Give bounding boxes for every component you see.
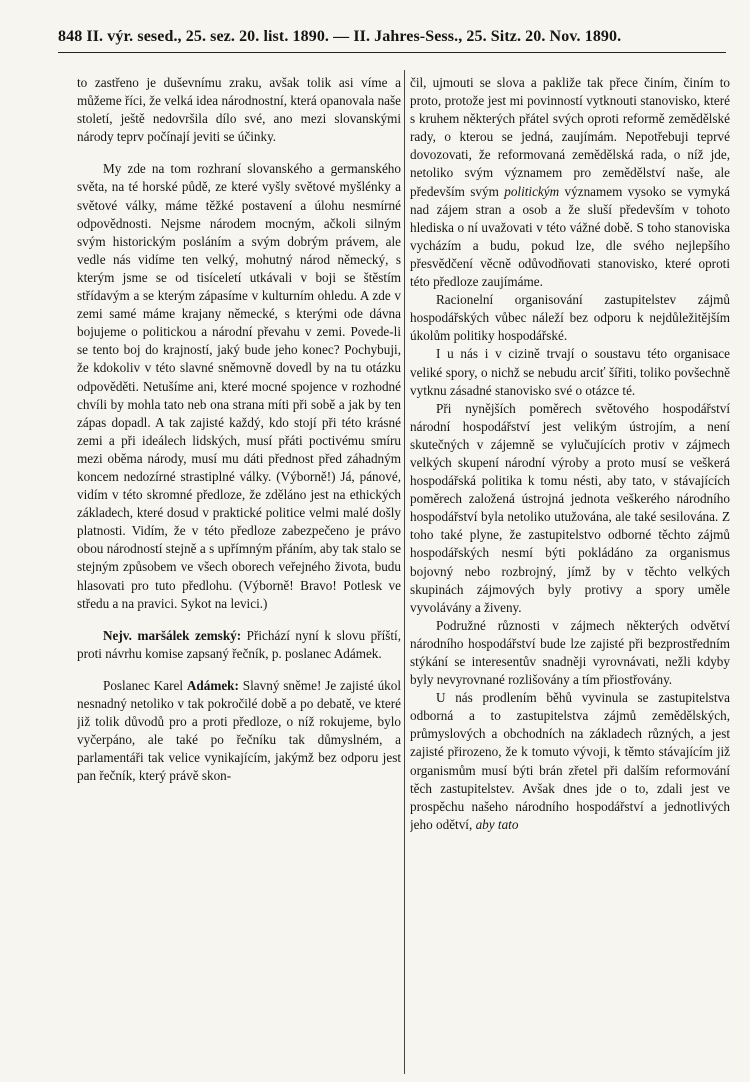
emphasis: politickým [504, 183, 560, 199]
right-column [410, 74, 730, 1076]
paragraph: My zde na tom rozhraní slovanského a germanského světa, na té horské půdě, ze které vyšly světové myšlénky a světové války, máme těžké postavení a úlohu nesmírné odpovědnosti. Nejsme národem mocným, ačkoli silným svým historickým posláním a svým dobrým právem, ale vedle nás vidíme ten velký, mohutný národ německý, s kterým jsme se od tisíceletí utkávali v boji se štěstím střídavým a se kterým zápasíme v kulturním ohledu. A zde v zemi samé máme krajany německé, s kterými ode dávna bojujeme o politickou a národní převahu v zemi. Povede-li se tento boj do krajností, jaký bude jeho konec? Pochybuji, že kdokoliv v této slavné sněmovně dovedl by na tu otázku odpověděti. Netušíme ani, které mocné spojence v rozhodné chvíli by mohla tato neb ona strana míti při sobě a jak by ten zápas dopadl. A tak zajisté každý, kdo stojí při této krásné zemi a při ideálech lidských, musí přáti poctivému smíru mezi oběma národy, musí mu dáti přednost před záhadným koncem nedozírné strastiplné války. (Výborně!) Já, pánové, vidím v této skromné předloze, že zděláno jest na ethických základech, které dosud v praktické politice velmi malé došly platnosti. Vidím, že v této předloze zabezpečeno je právo obou národností stejně a s upřímným přáním, aby tak stalo se stejným způsobem ve všech oborech veřejného života, budu hlasovati pro tuto předlohu. (Výborně! Bravo! Potlesk ve středu a na pravici. Sykot na levici.) [77, 161, 401, 611]
emphasis: aby tato [475, 816, 519, 832]
paragraph: to zastřeno je duševnímu zraku, avšak tolik asi víme a můžeme říci, že velká idea národnostní, která opanovala naše století, ještě nedovršila dílo své, ano mezi slovanskými národy teprv počínají jeviti se účinky. [77, 75, 401, 145]
page-header: 848 II. výr. sesed., 25. sez. 20. list. 1890. — II. Jahres-Sess., 25. Sitz. 20. Nov. 1890. [58, 28, 726, 53]
speech-text: Přichází nyní k slovu příští, proti návrhu komise zapsaný řečník, p. poslanec Adámek. [77, 627, 401, 661]
paragraph: Podružné různosti v zájmech některých odvětví národního hospodářství bude lze zajisté při bezprostředním stýkání se interesentův snadněji vyrovnávati, nežli kdyby byly nevyrovnané rozlišovány a tím přiostřovány. [410, 617, 730, 688]
speaker-intro: Poslanec Karel [103, 677, 184, 693]
paragraph: Racionelní organisování zastupitelstev zájmů hospodářských vůbec náleží bez odporu k nejdůležitějším úkolům politiky hospodářské. [410, 292, 730, 344]
paragraph [410, 689, 730, 834]
speaker-paragraph [77, 677, 401, 786]
speaker-name: Nejv. maršálek zemský: [103, 627, 242, 643]
left-column [77, 74, 401, 1076]
text-run: významem vysoko se vymyká nad zájem stran a osob a že sluší především v tohoto hlediska o ní uvažovati v této vážné době. S toho stanoviska vycházím a budu, pokud lze, dle svého nejlepšího přesvědčení věcně odůvodňovati stanovisko, které oproti této předloze zaujímáme. [410, 183, 730, 290]
paragraph: Při nynějších poměrech světového hospodářství národní hospodářství jest velikým ústrojím, a není skutečných v zájemně se vylučujících protiv v zájmech velkých skupení národní výroby a proto musí se veškerá hospodářská politika k tomu nésti, aby tato, v stávajících poměrech založená ústrojná jednota veškerého národního hospodářství byla netoliko utužována, ale také sesilována. Z toho také plyne, že zastupitelstvo odborné těchto zájmů hospodářských nesmí býti pokládáno za organismus bojovný nebo rozbrojný, jímž by v těchto velkých skupinách zájmových byly protivy a spory uměle vyvolávány a živeny. [410, 400, 730, 615]
speaker-name: Adámek: [186, 677, 239, 693]
paragraph [410, 74, 730, 291]
speech-text: Slavný sněme! Je zajisté úkol nesnadný netoliko v tak pokročilé době a po debatě, ve které již tolik důvodů pro a proti předloze, o níž rokujeme, bylo vyčerpáno, ale také po řečníku tak důmyslném, a parlamentáři tak velice vynikajícím, jakýmž bez odporu jest pan řečník, který právě skon- [77, 677, 401, 784]
paragraph: I u nás i v cizině trvají o soustavu této organisace veliké spory, o nichž se nebudu arciť šířiti, toliko povšechně vytknu zásadné stanovisko své o otázce té. [410, 346, 730, 398]
speaker-paragraph [77, 627, 401, 663]
text-run: U nás prodlením běhů vyvinula se zastupitelstva odborná a to zastupitelstva zájmů zemědělských, průmyslových a obchodních na základech různých, a jest zajisté přirozeno, že k tomuto vývoji, k těmto stávajícím již organismům musí býti brán zřetel při dalším reformování těch zastupitelstev. Avšak dnes jde o to, zdali jest ve prospěchu našeho národního hospodářství a jednotlivých jeho odětví, [410, 690, 730, 832]
text-run: čil, ujmouti se slova a pakliže tak přece činím, činím to proto, protože jest mi povinností vytknouti stanovisko, které s kruhem některých přátel svých oproti reformě zemědělské rady, o kterou se jedná, zaujímám. Nepotřebuji teprvé dovozovati, že reformovaná zemědělská rada, o níž jde, netoliko svým významem pro zemědělství naše, ale především svým [410, 75, 730, 199]
column-divider [404, 70, 405, 1074]
